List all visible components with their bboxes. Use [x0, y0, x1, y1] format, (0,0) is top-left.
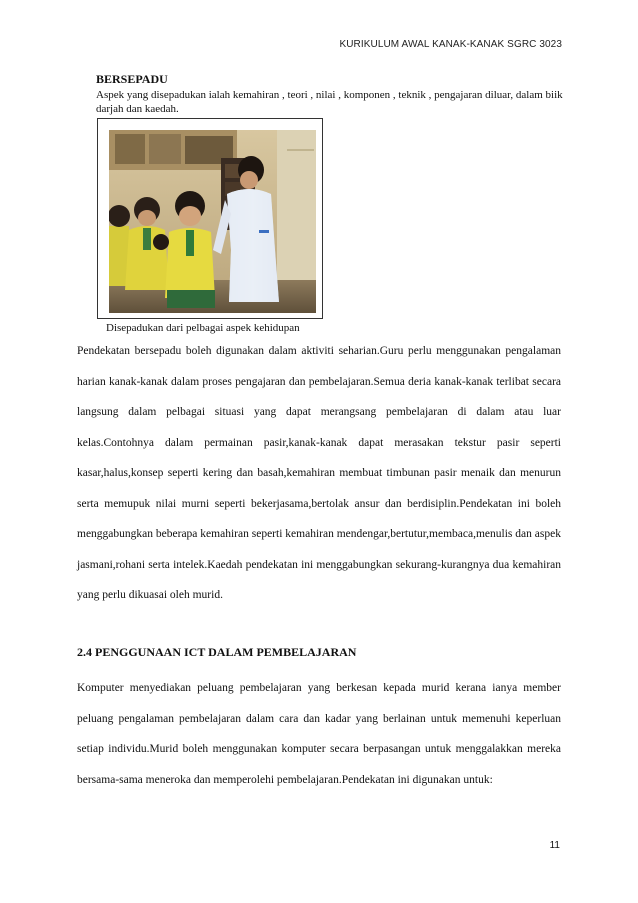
photo-frame [97, 118, 323, 319]
classroom-photo [109, 130, 316, 313]
page-number: 11 [549, 840, 560, 851]
running-header: KURIKULUM AWAL KANAK-KANAK SGRC 3023 [339, 39, 562, 50]
photo-caption: Disepadukan dari pelbagai aspek kehidupan [106, 322, 300, 334]
subheading-ict: 2.4 PENGGUNAAN ICT DALAM PEMBELAJARAN [77, 645, 357, 659]
section-heading: BERSEPADU [96, 72, 168, 86]
body-paragraph-2: Komputer menyediakan peluang pembelajaran yang berkesan kepada murid kerana ianya member peluang pengalaman pembelajaran dalam cara dan kadar yang berlainan untuk memenuhi keperluan setiap individu.Murid boleh menggunakan komputer secara berpasangan untuk menggalakkan mereka bersama-sama meneroka dan memperolehi pembelajaran.Pendekatan ini digunakan untuk: [77, 682, 561, 786]
section-intro: Aspek yang disepadukan ialah kemahiran , teori , nilai , komponen , teknik , pengajaran diluar, dalam biik darjah dan kaedah. [96, 89, 563, 115]
body-paragraph-1: Pendekatan bersepadu boleh digunakan dalam aktiviti seharian.Guru perlu menggunakan pengalaman harian kanak-kanak dalam proses pengajaran dan pembelajaran.Semua deria kanak-kanak terlibat secara langsung dalam pelbagai situasi yang dapat merangsang pembelajaran di dalam atau luar kelas.Contohnya dalam permainan pasir,kanak-kanak dapat merasakan tekstur pasir seperti kasar,halus,konsep seperti kering dan basah,kemahiran membuat timbunan pasir menaik dan menurun serta memupuk nilai murni seperti bekerjasama,bertolak ansur dan berdisiplin.Pendekatan ini boleh menggabungkan beberapa kemahiran seperti kemahiran mendengar,bertutur,membaca,menulis dan aspek jasmani,rohani serta intelek.Kaedah pendekatan ini menggabungkan sekurang-kurangnya dua kemahiran yang perlu dikuasai oleh murid. [77, 345, 561, 601]
classroom-photo-illustration [109, 130, 316, 313]
